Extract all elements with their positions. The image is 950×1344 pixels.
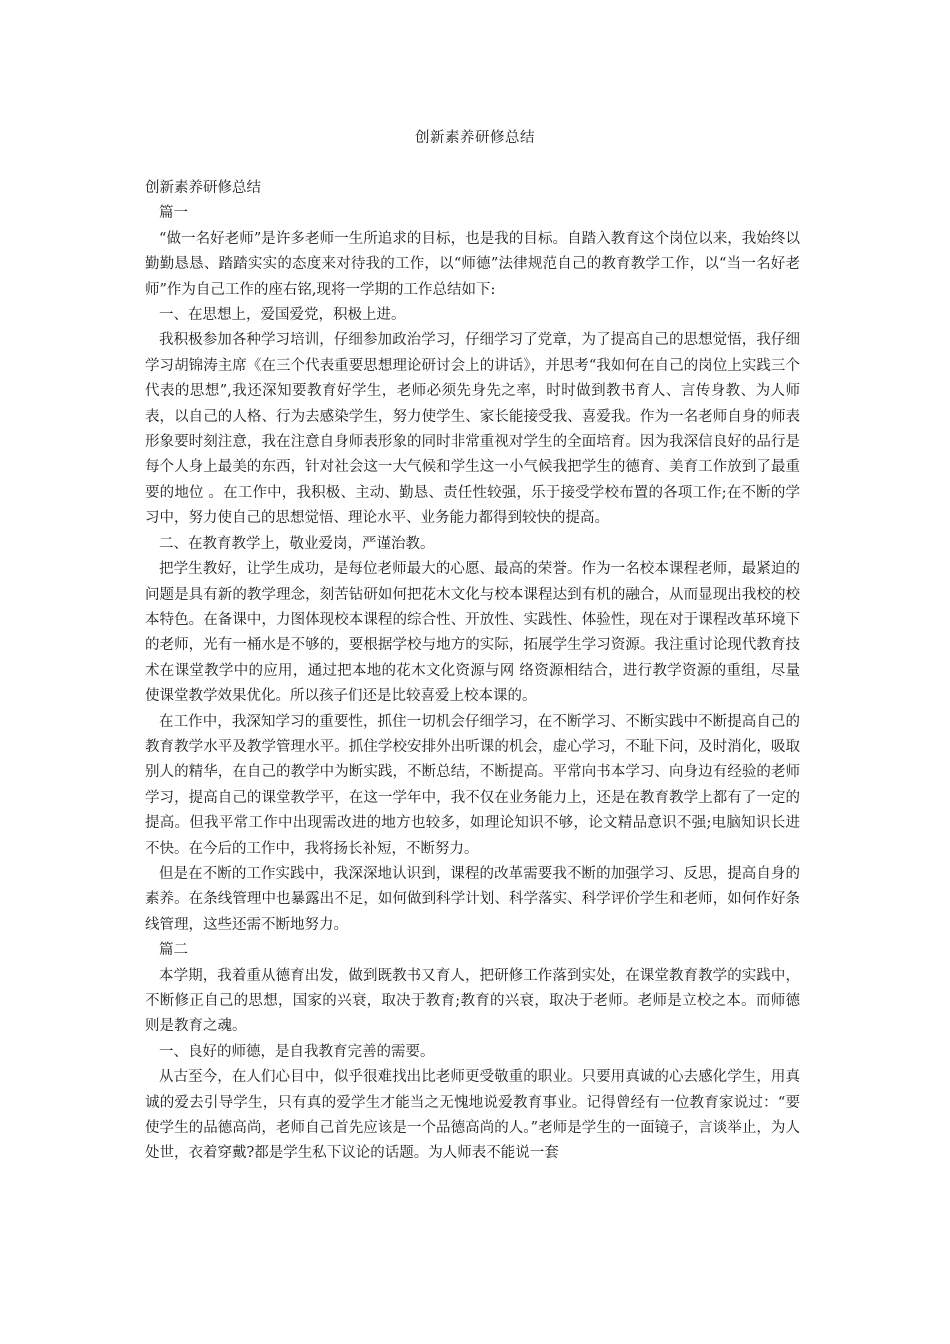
- paragraph: 但是在不断的工作实践中，我深深地认识到，课程的改革需要我不断的加强学习、反思，提高自身的素养。在条线管理中也暴露出不足，如何做到科学计划、科学落实、科学评价学生和老师，如何作好条线管理，这些还需不断地努力。: [145, 865, 800, 933]
- paragraph: 从古至今，在人们心目中，似乎很难找出比老师更受敬重的职业。只要用真诚的心去感化学生，用真诚的爱去引导学生，只有真的爱学生才能当之无愧地说爱教育事业。记得曾经有一位教育家说过：“要使学生的品德高尚，老师自己首先应该是一个品德高尚的人。”老师是学生的一面镜子，言谈举止，为人处世，衣着穿戴?都是学生私下议论的话题。为人师表不能说一套: [145, 1069, 800, 1162]
- document-title: 创新素养研修总结: [415, 130, 535, 146]
- paragraph: “做一名好老师”是许多老师一生所追求的目标，也是我的目标。自踏入教育这个岗位以来，我始终以勤勤恳恳、踏踏实实的态度来对待我的工作，以“师德”法律规范自己的教育教学工作，以“当一名好老师”作为自己工作的座右铭,现将一学期的工作总结如下:: [145, 230, 800, 298]
- section-label-part-two: 篇二: [159, 942, 188, 959]
- paragraph: 把学生教好，让学生成功，是每位老师最大的心愿、最高的荣誉。作为一名校本课程老师，最紧迫的问题是具有新的教学理念，刻苦钻研如何把花木文化与校本课程达到有机的融合，从而显现出我校的校本特色。在备课中，力图体现校本课程的综合性、开放性、实践性、体验性，现在对于课程改革环境下的老师，光有一桶水是不够的，要根据学校与地方的实际，拓展学生学习资源。我注重讨论现代教育技术在课堂教学中的应用，通过把本地的花木文化资源与网 络资源相结合，进行教学资源的重组，尽量使课堂教学效果优化。所以孩子们还是比较喜爱上校本课的。: [145, 561, 800, 705]
- document-body: [145, 176, 800, 1167]
- section-heading: 一、良好的师德，是自我教育完善的需要。: [159, 1043, 435, 1060]
- section-heading: 二、在教育教学上，敬业爱岗，严谨治教。: [159, 535, 435, 552]
- section-heading: 一、在思想上，爱国爱党，积极上进。: [159, 307, 406, 324]
- paragraph: 在工作中，我深知学习的重要性，抓住一切机会仔细学习，在不断学习、不断实践中不断提高自己的教育教学水平及教学管理水平。抓住学校安排外出听课的机会，虚心学习，不耻下问，及时消化，吸取别人的精华，在自己的教学中为断实践，不断总结，不断提高。平常向书本学习、向身边有经验的老师学习，提高自己的课堂教学平，在这一学年中，我不仅在业务能力上，还是在教育教学上都有了一定的提高。但我平常工作中出现需改进的地方也较多，如理论知识不够，论文精品意识不强;电脑知识长进不快。在今后的工作中，我将扬长补短，不断努力。: [145, 713, 800, 857]
- paragraph: 我积极参加各种学习培训，仔细参加政治学习，仔细学习了党章，为了提高自己的思想觉悟，我仔细学习胡锦涛主席《在三个代表重要思想理论研讨会上的讲话》，并思考“我如何在自己的岗位上实践三个代表的思想”,我还深知要教育好学生，老师必须先身先之率，时时做到教书育人、言传身教、为人师表，以自己的人格、行为去感染学生，努力使学生、家长能接受我、喜爱我。作为一名老师自身的师表形象要时刻注意，我在注意自身师表形象的同时非常重视对学生的全面培育。因为我深信良好的品行是每个人身上最美的东西，针对社会这一大气候和学生这一小气候我把学生的德育、美育工作放到了最重要的地位 。在工作中，我积极、主动、勤恳、责任性较强，乐于接受学校布置的各项工作;在不断的学习中，努力使自己的思想觉悟、理论水平、业务能力都得到较快的提高。: [145, 332, 800, 527]
- document-subtitle: 创新素养研修总结: [145, 180, 261, 196]
- paragraph: 本学期，我着重从德育出发，做到既教书又育人，把研修工作落到实处，在课堂教育教学的实践中，不断修正自己的思想，国家的兴衰，取决于教育;教育的兴衰，取决于老师。老师是立校之本。而师德则是教育之魂。: [145, 967, 800, 1035]
- section-label-part-one: 篇一: [159, 205, 188, 222]
